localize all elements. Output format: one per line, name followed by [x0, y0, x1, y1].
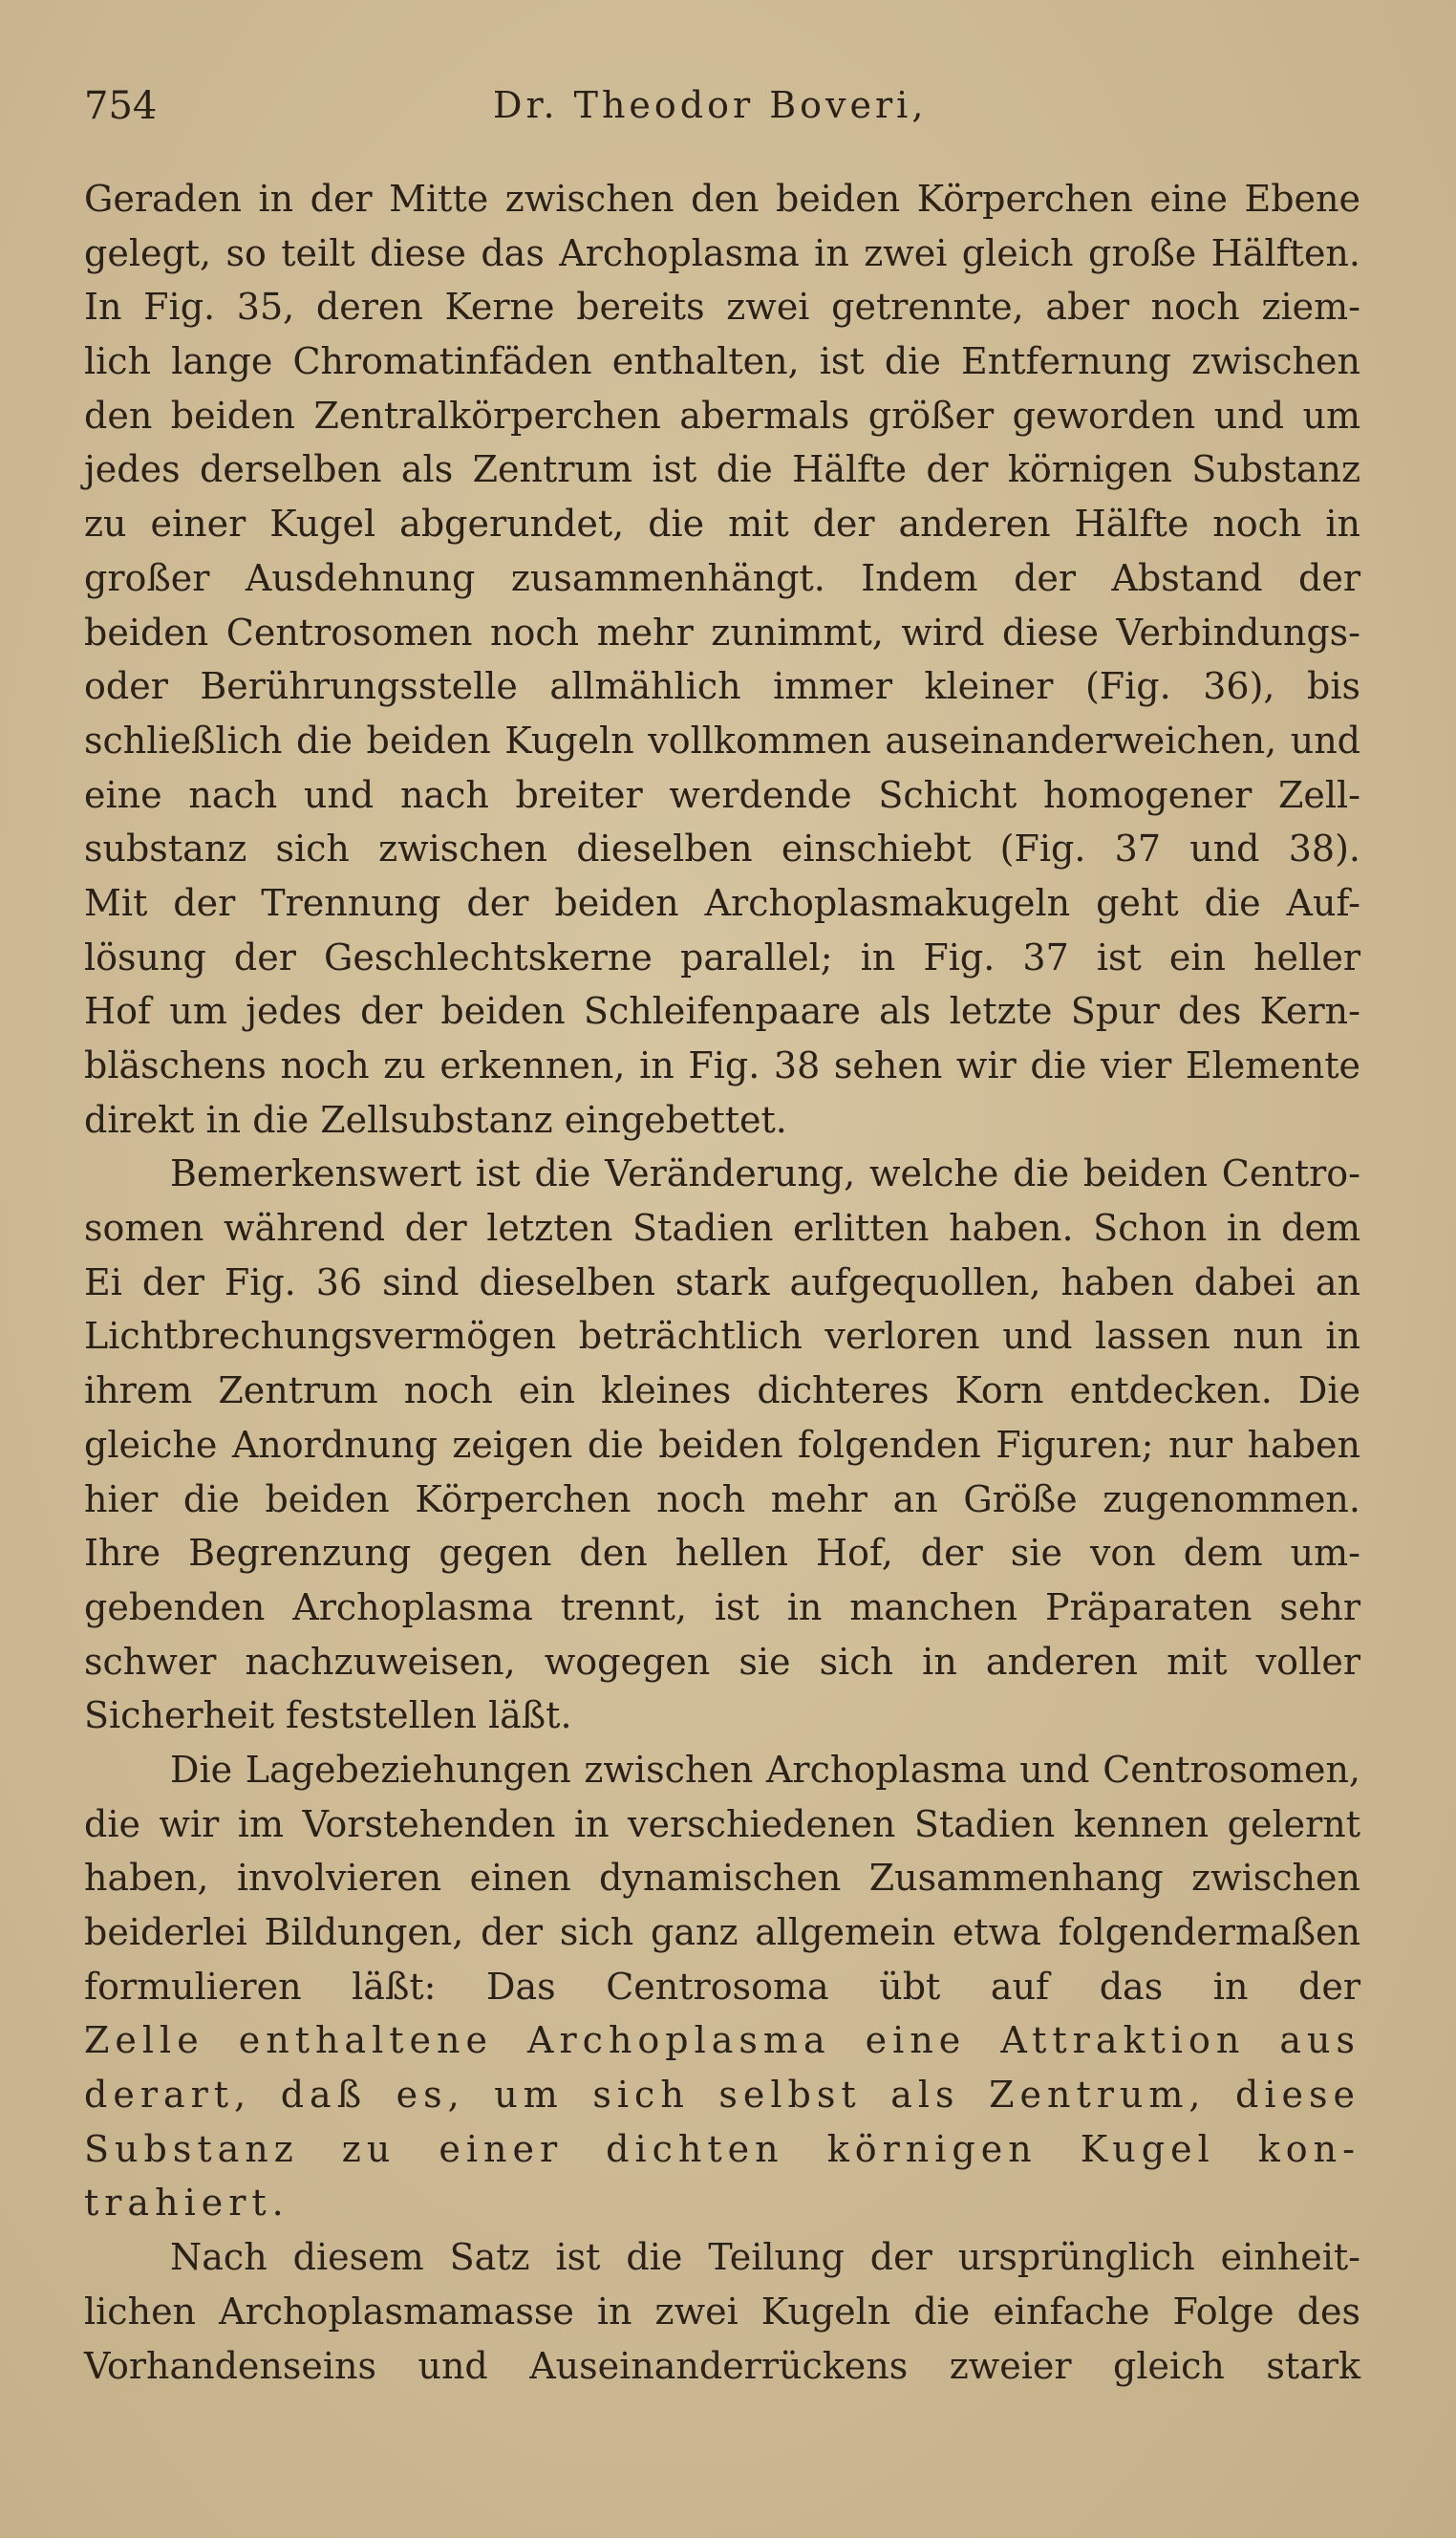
- page-number: 754: [84, 84, 158, 128]
- text-line: Geraden in der Mitte zwischen den beiden Körperchen eine Ebene: [84, 178, 1360, 220]
- text-line: den beiden Zentralkörperchen abermals größer geworden und um: [84, 394, 1360, 437]
- text-line: zu einer Kugel abgerundet, die mit der anderen Hälfte noch in: [84, 503, 1360, 546]
- text-line: Zelle enthaltene Archoplasma eine Attraktion aus: [84, 2019, 1360, 2062]
- text-line: beiden Centrosomen noch mehr zunimmt, wird diese Verbindungs-: [84, 611, 1360, 654]
- text-line: gleiche Anordnung zeigen die beiden folgenden Figuren; nur haben: [84, 1423, 1360, 1466]
- text-line: derart, daß es, um sich selbst als Zentrum, diese: [84, 2074, 1360, 2117]
- text-line: somen während der letzten Stadien erlitten haben. Schon in dem: [84, 1207, 1360, 1250]
- text-line: die wir im Vorstehenden in verschiedenen Stadien kennen gelernt: [84, 1802, 1360, 1845]
- text-line: Die Lagebeziehungen zwischen Archoplasma und Centrosomen,: [170, 1748, 1360, 1791]
- text-line: Lichtbrechungsvermögen beträchtlich verloren und lassen nun in: [84, 1315, 1360, 1358]
- text-line: ihrem Zentrum noch ein kleines dichteres Korn entdecken. Die: [84, 1369, 1360, 1412]
- text-line: bläschens noch zu erkennen, in Fig. 38 sehen wir die vier Elemente: [84, 1044, 1360, 1086]
- text-line: Sicherheit feststellen läßt.: [84, 1694, 572, 1737]
- text-line: eine nach und nach breiter werdende Schicht homogener Zell-: [84, 773, 1360, 816]
- text-line: beiderlei Bildungen, der sich ganz allgemein etwa folgendermaßen: [84, 1911, 1360, 1953]
- text-line: formulieren läßt: Das Centrosoma übt auf das in der: [84, 1965, 1360, 2008]
- text-line: lichen Archoplasmamasse in zwei Kugeln die einfache Folge des: [84, 2290, 1360, 2333]
- text-line: substanz sich zwischen dieselben einschiebt (Fig. 37 und 38).: [84, 828, 1360, 871]
- text-line: haben, involvieren einen dynamischen Zusammenhang zwischen: [84, 1857, 1360, 1900]
- text-line: Bemerkenswert ist die Veränderung, welche die beiden Centro-: [170, 1152, 1360, 1195]
- text-line: trahiert.: [84, 2182, 289, 2225]
- text-line: oder Berührungsstelle allmählich immer kleiner (Fig. 36), bis: [84, 665, 1360, 708]
- text-line: schwer nachzuweisen, wogegen sie sich in anderen mit voller: [84, 1640, 1360, 1683]
- body-text: [84, 172, 1360, 2393]
- text-line: Substanz zu einer dichten körnigen Kugel kon-: [84, 2127, 1360, 2170]
- running-head: Dr. Theodor Boveri,: [493, 84, 928, 126]
- text-line: lich lange Chromatinfäden enthalten, ist die Entfernung zwischen: [84, 340, 1360, 383]
- text-line: hier die beiden Körperchen noch mehr an Größe zugenommen.: [84, 1477, 1360, 1520]
- text-line: lösung der Geschlechtskerne parallel; in Fig. 37 ist ein heller: [84, 936, 1360, 979]
- text-line: gelegt, so teilt diese das Archoplasma in zwei gleich große Hälften.: [84, 231, 1360, 274]
- text-line: Mit der Trennung der beiden Archoplasmakugeln geht die Auf-: [84, 881, 1360, 924]
- text-line: gebenden Archoplasma trennt, ist in manchen Präparaten sehr: [84, 1585, 1360, 1628]
- text-line: jedes derselben als Zentrum ist die Hälfte der körnigen Substanz: [84, 448, 1360, 491]
- text-line: schließlich die beiden Kugeln vollkommen auseinanderweichen, und: [84, 719, 1360, 762]
- text-line: Ei der Fig. 36 sind dieselben stark aufgequollen, haben dabei an: [84, 1260, 1360, 1303]
- text-line: Vorhandenseins und Auseinanderrückens zweier gleich stark: [84, 2344, 1360, 2387]
- text-line: großer Ausdehnung zusammenhängt. Indem der Abstand der: [84, 556, 1360, 599]
- text-line: Nach diesem Satz ist die Teilung der ursprünglich einheit-: [170, 2236, 1360, 2279]
- page-header: [84, 75, 1364, 141]
- text-line: In Fig. 35, deren Kerne bereits zwei getrennte, aber noch ziem-: [84, 286, 1360, 329]
- text-line: Ihre Begrenzung gegen den hellen Hof, der sie von dem um-: [84, 1532, 1360, 1575]
- text-line: direkt in die Zellsubstanz eingebettet.: [84, 1098, 787, 1141]
- text-line: Hof um jedes der beiden Schleifenpaare als letzte Spur des Kern-: [84, 990, 1360, 1033]
